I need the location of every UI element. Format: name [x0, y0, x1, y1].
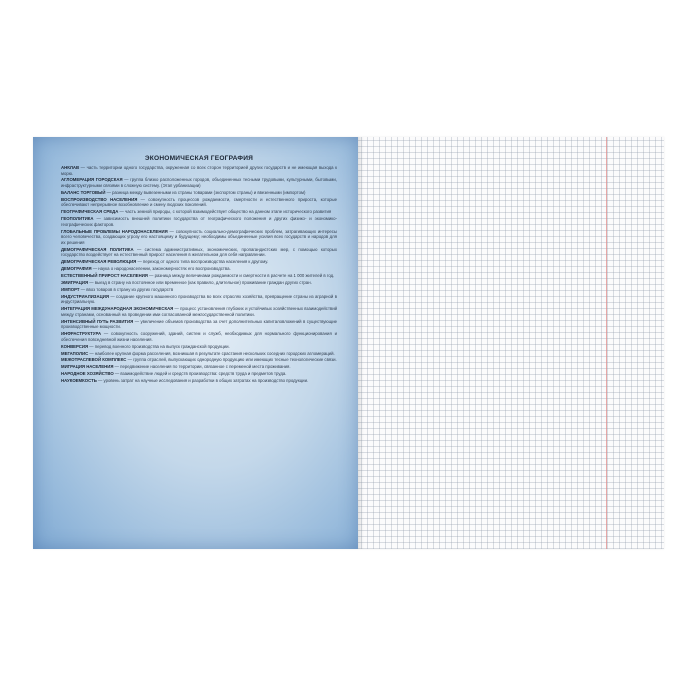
term-entry [61, 319, 337, 330]
term-definition: — часть территории одного государства, окруженная со всех сторон территорией других государств и не имеющая выхода к морю. [61, 165, 337, 176]
term-entry [61, 306, 337, 317]
term-entry [61, 197, 337, 208]
term-entry [61, 209, 337, 215]
term-definition: — зависимость внешней политики государства от географического положения и других физико- и экономико-географических факторов. [61, 216, 337, 227]
term-word: НАРОДНОЕ ХОЗЯЙСТВО [61, 371, 114, 377]
term-word: МЕЖОТРАСЛЕВОЙ КОМПЛЕКС [61, 357, 127, 363]
term-definition: — наиболее крупная форма расселения, возникшая в результате срастания нескольких соседних городских агломераций. [88, 350, 335, 356]
term-definition: — выезд в страну на постоянное или временное (как правило, длительное) проживание граждан других стран. [88, 279, 312, 285]
term-word: АГЛОМЕРАЦИЯ ГОРОДСКАЯ [61, 177, 123, 183]
term-word: МИГРАЦИЯ НАСЕЛЕНИЯ [61, 364, 114, 370]
term-entry [61, 177, 337, 188]
term-entry [61, 294, 337, 305]
binding-shadow [358, 137, 364, 549]
term-word: ИНДУСТРИАЛИЗАЦИЯ [61, 293, 109, 299]
term-entry [61, 190, 337, 196]
term-definition: — создание крупного машинного производства во всех отраслях хозяйства, превращение страны из аграрной в индустриальную. [61, 293, 337, 305]
term-word: НАУКОЕМКОСТЬ [61, 378, 97, 384]
term-entry [61, 351, 337, 357]
term-definition: — перевод военного производства на выпуск гражданской продукции. [88, 343, 230, 349]
term-word: КОНВЕРСИЯ [61, 343, 89, 349]
cover-title: ЭКОНОМИЧЕСКАЯ ГЕОГРАФИЯ [144, 155, 254, 162]
term-entry [61, 287, 337, 293]
term-word: ГЕОГРАФИЧЕСКАЯ СРЕДА [61, 209, 119, 215]
term-word: ДЕМОГРАФИЯ [61, 266, 92, 272]
term-word: ИМПОРТ [61, 286, 80, 292]
term-word: ГЛОБАЛЬНЫЕ ПРОБЛЕМЫ НАРОДОНАСЕЛЕНИЯ [61, 228, 168, 234]
term-definition: — переход от одного типа воспроизводства населения к другому. [136, 259, 269, 265]
margin-line [606, 137, 607, 549]
term-list [61, 165, 337, 384]
term-entry [61, 216, 337, 227]
term-entry [61, 371, 337, 377]
term-definition: — совокупность социально-демографических проблем, затрагивающих интересы всего человечества, создающих угрозу его настоящему и будущему; необходимы объединенные усилия всех государств и народов для их решения [61, 228, 337, 245]
term-definition: — система административных, экономических, пропагандистских мер, с помощью которых государство воздействует на естественный прирост населения в желательном для себя направлении. [61, 246, 337, 258]
term-word: АНКЛАВ [61, 165, 80, 170]
term-entry [61, 273, 337, 279]
term-word: МЕГАПОЛИС [61, 350, 89, 356]
term-definition: — наука о народонаселении, закономерностях его воспроизводства. [91, 266, 231, 272]
term-entry [61, 266, 337, 272]
term-entry [61, 331, 337, 342]
term-word: ИНТЕГРАЦИЯ МЕЖДУНАРОДНАЯ ЭКОНОМИЧЕСКАЯ [61, 306, 174, 312]
term-word: БАЛАНС ТОРГОВЫЙ [61, 189, 106, 195]
notebook [33, 137, 664, 549]
term-definition: — разница между величинами рождаемости и смертности в расчете на 1 000 жителей в год. [147, 273, 335, 279]
term-definition: — процесс установления глубоких и устойчивых хозяйственных взаимодействий между странами, основанный на проведении ими согласованной межгосударственной политики. [61, 306, 337, 317]
term-definition: — часть земной природы, с которой взаимодействует общество на данном этапе исторического развития [118, 209, 332, 215]
term-word: ИНТЕНСИВНЫЙ ПУТЬ РАЗВИТИЯ [61, 318, 134, 324]
term-word: ЕСТЕСТВЕННЫЙ ПРИРОСТ НАСЕЛЕНИЯ [61, 273, 148, 279]
graph-paper-page [358, 137, 664, 549]
term-definition: — группа отраслей, выпускающих однородную продукцию или имеющих тесные технологические связи. [126, 357, 337, 363]
term-entry [61, 364, 337, 370]
term-definition: — увеличение объемов производства за счет дополнительных капиталовложений в существующие производственные мощности. [61, 318, 337, 330]
term-definition: — группа близко расположенных городов, объединенных тесными трудовыми, культурными, бытовыми, инфраструктурными связями в сложную систему. (Этап урбанизации) [61, 177, 337, 189]
term-word: ГЕОПОЛИТИКА [61, 216, 94, 222]
term-definition: — взаимодействие людей и средств производства: средств труда и предметов труда. [113, 371, 287, 377]
term-definition: — совокупность процессов рождаемости, смертности и естественного прироста, которые обеспечивают непрерывное возобновление и смену людских поколений. [61, 196, 337, 208]
term-entry [61, 165, 337, 176]
term-definition: — передвижение населения по территории, связанное с переменой места проживания. [113, 364, 291, 370]
term-definition: — ввоз товаров в страну из других государств [79, 286, 174, 292]
term-word: ИНФРАСТРУКТУРА [61, 331, 102, 337]
term-entry [61, 357, 337, 363]
term-definition: — уровень затрат на научные исследования и разработки в общих затратах на производство продукции. [96, 378, 309, 384]
term-entry [61, 229, 337, 246]
cover-content [61, 155, 337, 535]
term-entry [61, 259, 337, 265]
notebook-cover [33, 137, 359, 549]
term-word: ДЕМОГРАФИЧЕСКАЯ РЕВОЛЮЦИЯ [61, 259, 137, 265]
term-word: ЭМИГРАЦИЯ [61, 279, 89, 285]
term-entry [61, 344, 337, 350]
term-definition: — разница между вывезенными из страны товарами (экспортом страны) и ввезенными (импортом) [105, 189, 306, 195]
term-word: ДЕМОГРАФИЧЕСКАЯ ПОЛИТИКА [61, 246, 134, 252]
term-entry [61, 378, 337, 384]
term-entry [61, 280, 337, 286]
term-word: ВОСПРОИЗВОДСТВО НАСЕЛЕНИЯ [61, 196, 138, 202]
term-entry [61, 247, 337, 258]
term-definition: — совокупность сооружений, зданий, систем и служб, необходимых для нормального функционирования и обеспечения повседневной жизни населения. [61, 331, 337, 342]
